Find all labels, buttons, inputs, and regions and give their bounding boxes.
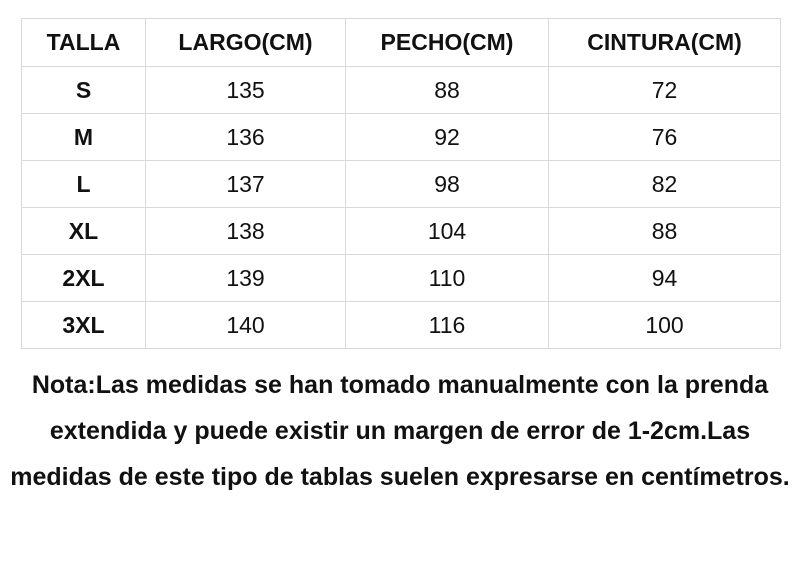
cintura-value: 82 (549, 161, 781, 208)
largo-value: 138 (146, 208, 346, 255)
largo-value: 137 (146, 161, 346, 208)
pecho-value: 104 (346, 208, 549, 255)
table-row (22, 255, 781, 302)
size-label: S (22, 67, 146, 114)
size-label: L (22, 161, 146, 208)
cintura-value: 72 (549, 67, 781, 114)
pecho-value: 110 (346, 255, 549, 302)
pecho-value: 98 (346, 161, 549, 208)
measurement-note: Nota:Las medidas se han tomado manualmente con la prenda extendida y puede existir un margen de error de 1-2cm.Las medidas de este tipo de tablas suelen expresarse en centímetros. (10, 371, 790, 491)
largo-value: 135 (146, 67, 346, 114)
size-label: 2XL (22, 255, 146, 302)
header-largo: LARGO(CM) (146, 19, 346, 67)
table-row (22, 302, 781, 349)
header-cintura: CINTURA(CM) (549, 19, 781, 67)
size-label: 3XL (22, 302, 146, 349)
cintura-value: 76 (549, 114, 781, 161)
pecho-value: 116 (346, 302, 549, 349)
size-chart-table (21, 18, 781, 349)
pecho-value: 88 (346, 67, 549, 114)
largo-value: 140 (146, 302, 346, 349)
pecho-value: 92 (346, 114, 549, 161)
size-label: M (22, 114, 146, 161)
cintura-value: 94 (549, 255, 781, 302)
table-row (22, 114, 781, 161)
header-pecho: PECHO(CM) (346, 19, 549, 67)
table-header-row (22, 19, 781, 67)
cintura-value: 88 (549, 208, 781, 255)
cintura-value: 100 (549, 302, 781, 349)
table-row (22, 161, 781, 208)
table-row (22, 67, 781, 114)
largo-value: 139 (146, 255, 346, 302)
size-label: XL (22, 208, 146, 255)
table-row (22, 208, 781, 255)
header-talla: TALLA (22, 19, 146, 67)
largo-value: 136 (146, 114, 346, 161)
